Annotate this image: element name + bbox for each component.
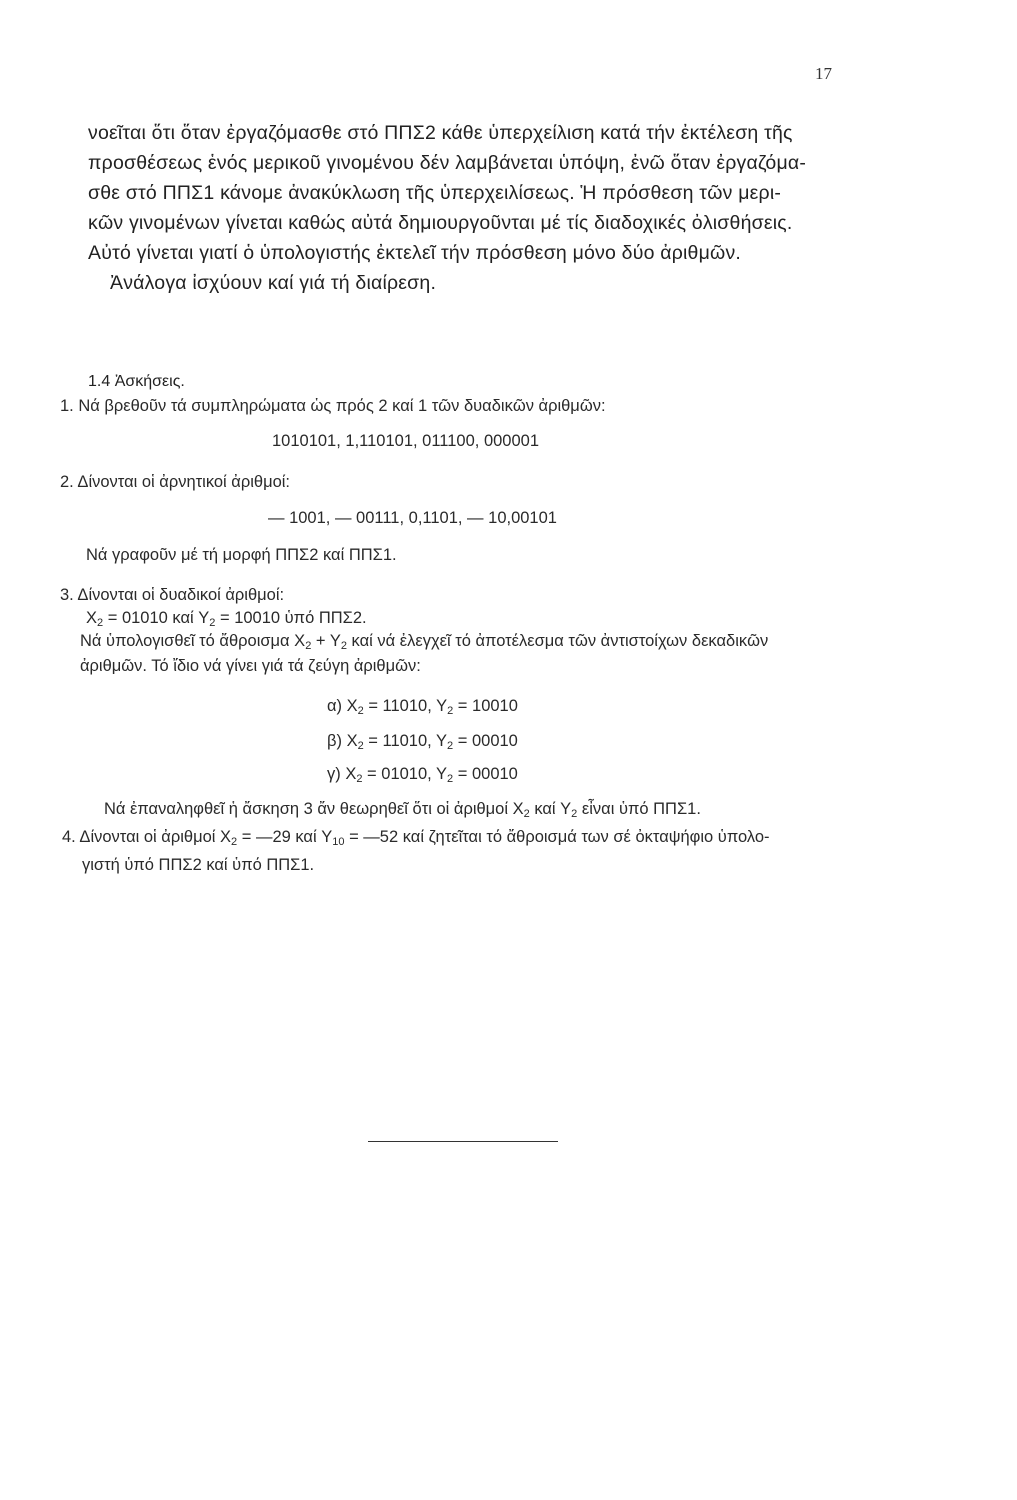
- subscript: 2: [447, 740, 454, 752]
- text-run: = 00010: [453, 765, 518, 783]
- exercise-2-note: Νά γραφοῦν μέ τή μορφή ΠΠΣ2 καί ΠΠΣ1.: [86, 546, 397, 564]
- exercise-1-text: 1. Νά βρεθοῦν τά συμπληρώματα ὡς πρός 2 καί 1 τῶν δυαδικῶν ἀριθμῶν:: [60, 397, 606, 415]
- text-run: = 01010 καί: [103, 609, 199, 627]
- text-run: 4. Δίνονται οἱ ἀριθμοί X: [62, 828, 232, 846]
- text-run: = 11010, Y: [363, 697, 448, 715]
- section-title: 1.4 Ἀσκήσεις.: [88, 373, 185, 390]
- var-x: X: [86, 609, 98, 627]
- subscript: 2: [357, 740, 364, 752]
- paragraph-line: κῶν γινομένων γίνεται καθώς αὐτά δημιουργοῦνται μέ τίς διαδοχικές ὀλισθήσεις.: [88, 212, 793, 234]
- text-run: = —29 καί Y: [237, 828, 333, 846]
- text-run: β) X: [327, 732, 358, 750]
- exercise-3-line4: ἀριθμῶν. Τό ἴδιο νά γίνει γιά τά ζεύγη ἀριθμῶν:: [80, 657, 421, 675]
- subscript: 2: [357, 705, 364, 717]
- subscript: 2: [340, 640, 347, 652]
- pair-a: [327, 697, 518, 717]
- paragraph-line: νοεῖται ὅτι ὅταν ἐργαζόμασθε στό ΠΠΣ2 κάθε ὑπερχείλιση κατά τήν ἐκτέλεση τῆς: [88, 122, 793, 144]
- paragraph-line: προσθέσεως ἑνός μερικοῦ γινομένου δέν λαμβάνεται ὑπόψη, ἐνῶ ὅταν ἐργαζόμα-: [88, 152, 807, 174]
- text-run: Νά ἐπαναληφθεῖ ἡ ἄσκηση 3 ἄν θεωρηθεῖ ὅτι οἱ ἀριθμοί X: [104, 800, 524, 818]
- paragraph-line: σθε στό ΠΠΣ1 κάνομε ἀνακύκλωση τῆς ὑπερχειλίσεως. Ἡ πρόσθεση τῶν μερι-: [88, 182, 782, 204]
- subscript: 2: [447, 773, 454, 785]
- paragraph-line: Αὐτό γίνεται γιατί ὁ ὑπολογιστής ἐκτελεῖ τήν πρόσθεση μόνο δύο ἀριθμῶν.: [88, 242, 742, 264]
- exercise-3-text: 3. Δίνονται οἱ δυαδικοί ἀριθμοί:: [60, 586, 285, 604]
- subscript: 2: [209, 617, 216, 629]
- exercise-3-line3: [80, 632, 768, 652]
- horizontal-rule: [368, 1141, 558, 1142]
- pair-c: [327, 765, 518, 785]
- subscript: 10: [332, 836, 345, 848]
- exercise-2-text: 2. Δίνονται οἱ ἀρνητικοί ἀριθμοί:: [60, 473, 291, 491]
- text-run: καί νά ἐλεγχεῖ τό ἀποτέλεσμα τῶν ἀντιστοίχων δεκαδικῶν: [346, 632, 769, 650]
- exercise-3-repeat: [104, 800, 701, 820]
- page-number: 17: [815, 64, 832, 83]
- subscript: 2: [231, 836, 238, 848]
- exercise-4-line2: γιστή ὑπό ΠΠΣ2 καί ὑπό ΠΠΣ1.: [82, 856, 315, 874]
- exercise-2-values: — 1001, — 00111, 0,1101, — 10,00101: [268, 509, 557, 527]
- text-run: α) X: [327, 697, 358, 715]
- subscript: 2: [571, 808, 578, 820]
- text-run: = 00010: [453, 732, 518, 750]
- subscript: 2: [447, 705, 454, 717]
- subscript: 2: [305, 640, 312, 652]
- text-run: = —52 καί ζητεῖται τό ἄθροισμά των σέ ὀκταψήφιο ὑπολο-: [344, 828, 770, 846]
- var-y: Y: [198, 609, 210, 627]
- subscript: 2: [356, 773, 363, 785]
- exercise-4-line1: [62, 828, 770, 848]
- text-run: = 11010, Y: [363, 732, 448, 750]
- subscript: 2: [523, 808, 530, 820]
- text-run: = 10010 ὑπό ΠΠΣ2.: [215, 609, 367, 627]
- text-run: = 01010, Y: [362, 765, 448, 783]
- body-paragraph: [88, 118, 878, 298]
- exercise-3-given: [86, 609, 367, 629]
- text-run: = 10010: [453, 697, 518, 715]
- text-run: + Y: [311, 632, 341, 650]
- text-run: Νά ὑπολογισθεῖ τό ἄθροισμα X: [80, 632, 306, 650]
- text-run: καί Y: [529, 800, 572, 818]
- subscript: 2: [97, 617, 104, 629]
- pair-b: [327, 732, 518, 752]
- exercise-1-values: 1010101, 1,110101, 011100, 000001: [272, 432, 540, 450]
- text-run: εἶναι ὑπό ΠΠΣ1.: [577, 800, 701, 818]
- text-run: γ) X: [327, 765, 357, 783]
- paragraph-line: Ἀνάλογα ἰσχύουν καί γιά τή διαίρεση.: [110, 272, 437, 294]
